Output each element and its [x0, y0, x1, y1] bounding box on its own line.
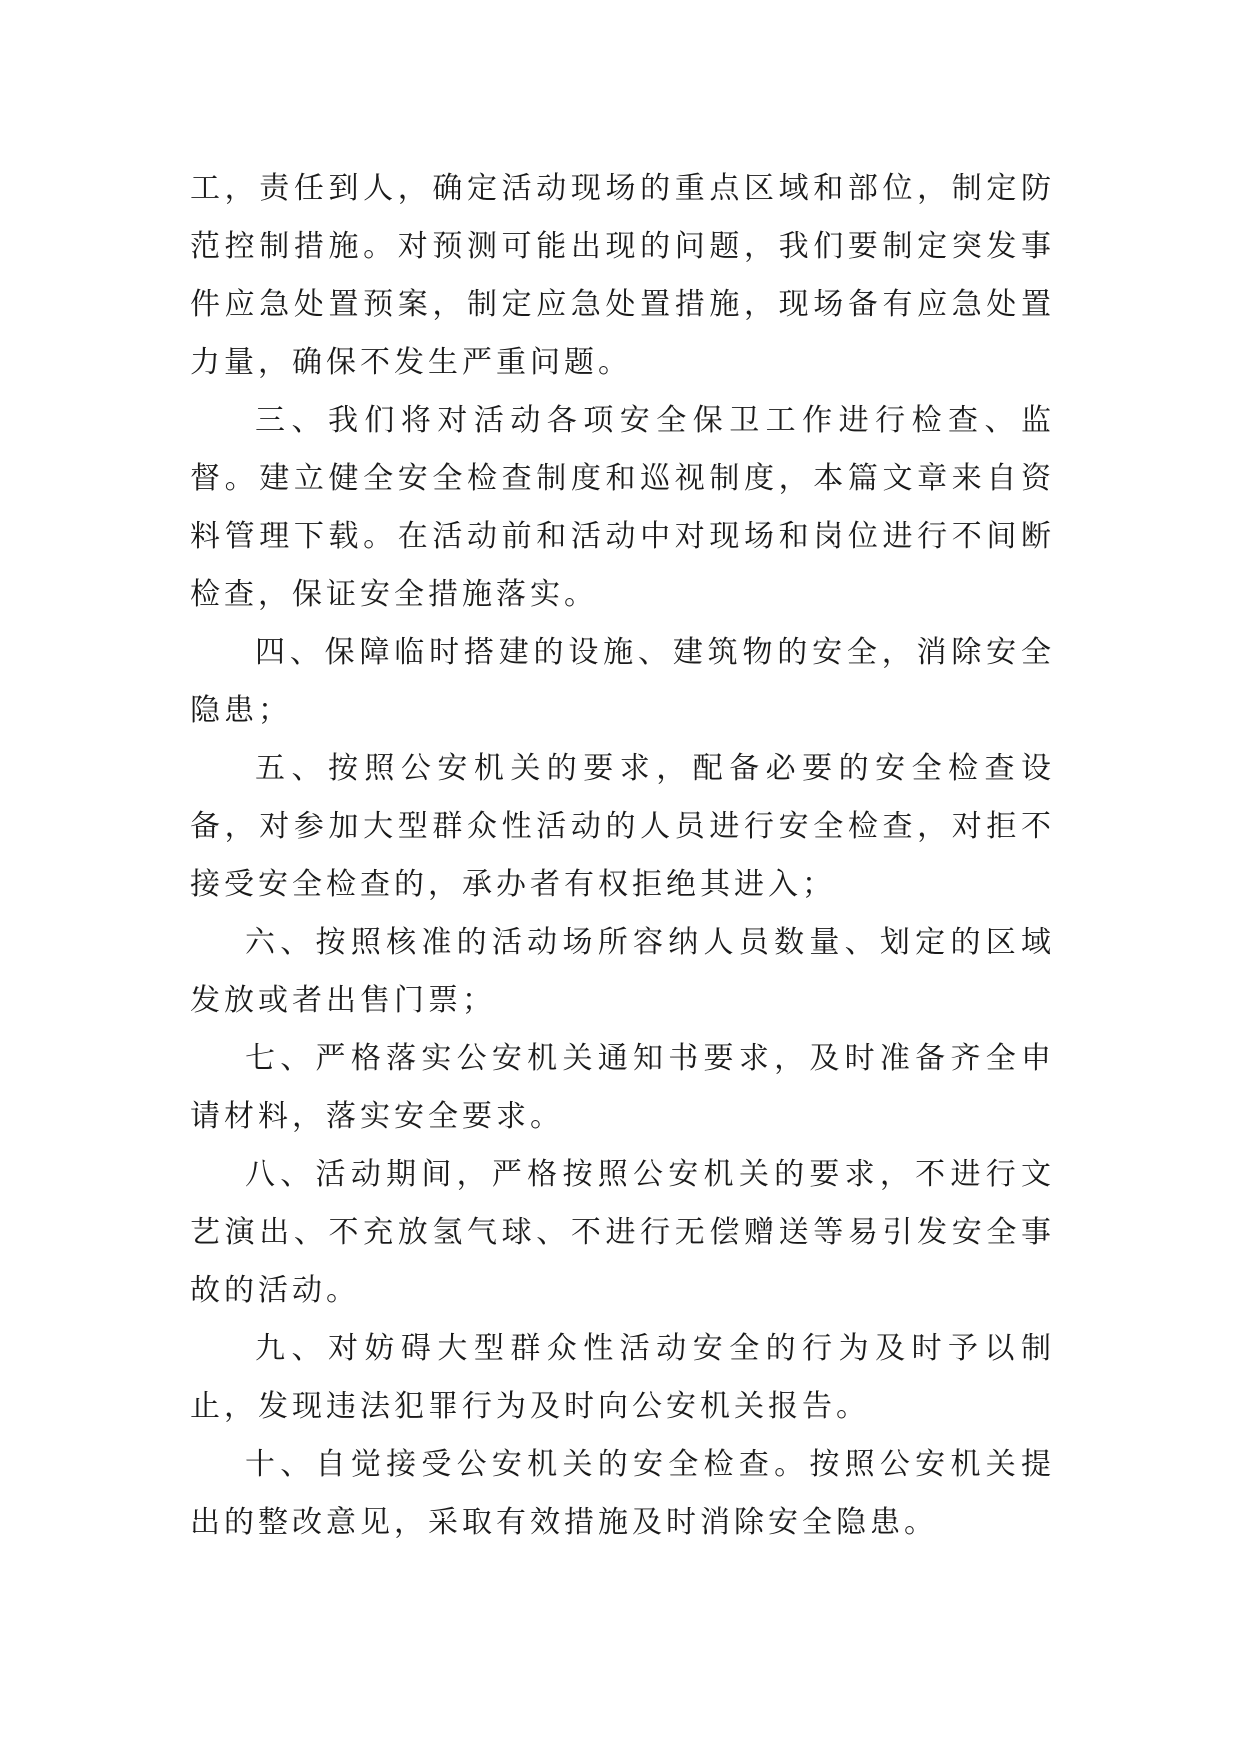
document-body [190, 160, 1055, 1552]
paragraph-item-5: 五、按照公安机关的要求，配备必要的安全检查设备，对参加大型群众性活动的人员进行安全检查，对拒不接受安全检查的，承办者有权拒绝其进入； [190, 751, 1055, 902]
paragraph-item-8: 八、活动期间，严格按照公安机关的要求，不进行文艺演出、不充放氢气球、不进行无偿赠送等易引发安全事故的活动。 [190, 1157, 1055, 1308]
paragraph-item-7: 七、严格落实公安机关通知书要求，及时准备齐全申请材料，落实安全要求。 [190, 1041, 1055, 1134]
paragraph-item-3: 三、我们将对活动各项安全保卫工作进行检查、监督。建立健全安全检查制度和巡视制度，本篇文章来自资料管理下载。在活动前和活动中对现场和岗位进行不间断检查，保证安全措施落实。 [190, 403, 1055, 612]
paragraph-item-10: 十、自觉接受公安机关的安全检查。按照公安机关提出的整改意见，采取有效措施及时消除安全隐患。 [190, 1447, 1055, 1540]
paragraph-item-4: 四、保障临时搭建的设施、建筑物的安全，消除安全隐患； [190, 635, 1055, 728]
paragraph-item-6: 六、按照核准的活动场所容纳人员数量、划定的区域发放或者出售门票； [190, 925, 1055, 1018]
paragraph-continuation: 工，责任到人，确定活动现场的重点区域和部位，制定防范控制措施。对预测可能出现的问题，我们要制定突发事件应急处置预案，制定应急处置措施，现场备有应急处置力量，确保不发生严重问题。 [190, 171, 1055, 380]
paragraph-item-9: 九、对妨碍大型群众性活动安全的行为及时予以制止，发现违法犯罪行为及时向公安机关报告。 [190, 1331, 1055, 1424]
